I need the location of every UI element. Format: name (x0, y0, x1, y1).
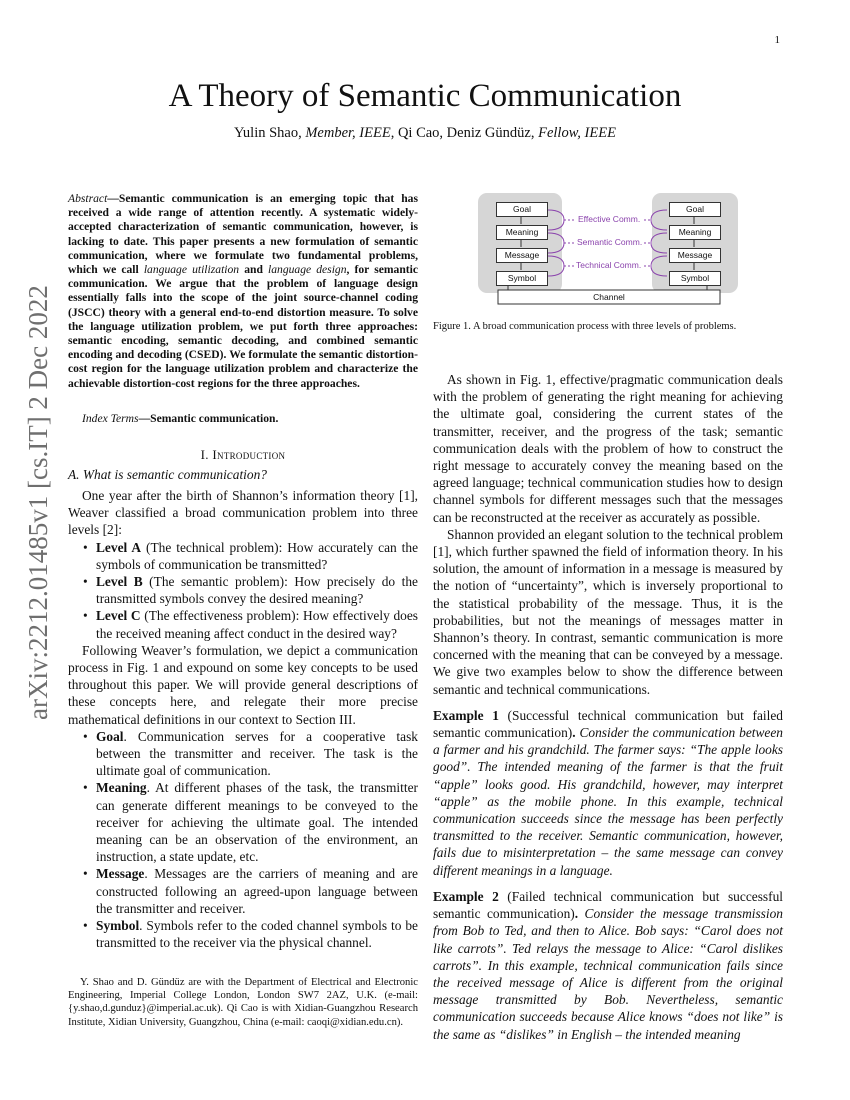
rx-symbol-box: Symbol (669, 271, 721, 286)
intro-body (68, 487, 418, 951)
paper-title: A Theory of Semantic Communication (168, 78, 682, 114)
paragraph: As shown in Fig. 1, effective/pragmatic communication deals with the problem of generating the right meaning for achieving the ultimate goal, considering the current states of the transmitter, receiver, and the progress of the task; semantic communication deals with the problem of how to construct the right message to accurately convey the meaning based on the agreed language; technical communication studies how to design channel symbols for different messages such that the messages can be reconstructed at the receiver as accurately as possible. (433, 372, 783, 525)
effective-comm-label: Effective Comm. (578, 214, 641, 224)
tx-symbol-box: Symbol (496, 271, 548, 286)
subsection-heading: A. What is semantic communication? (68, 467, 267, 482)
example-2: Example 2 (Failed technical communication but successful semantic communication). Consider the message transmission from Bob to Ted, and then to Alice. Bob says: “Carol does not like carrots”. Ted relays the message to Alice: “Carol dislikes carrots”. In this example, technical communication fails since the received message of Alice is different from the original message transmitted by Bob. Nevertheless, semantic communication succeeds because Alice knows “does not like” is the same as “dislikes” in English – the intended meaning (433, 888, 784, 1042)
list-item: • Meaning. At different phases of the task, the transmitter can generate different meanings to be conveyed to the receiver for achieving the ultimate goal. The intended meaning can be an observation of the environment, an instruction, a state update, etc. (83, 780, 418, 865)
footnote: Y. Shao and D. Gündüz are with the Department of Electrical and Electronic Engineering, Imperial College London, London SW7 2AZ, U.K. (e-mail: {y.shao,d.gunduz}@imperial.ac.uk). Qi Cao is with Xidian-Guangzhou Research Institute, Xidian University, Guangzhou, China (e-mail: caoqi@xidian.edu.cn). (68, 977, 418, 1028)
section-heading: I. Introduction (200, 447, 286, 462)
figure-1 (478, 193, 740, 311)
paragraph: One year after the birth of Shannon’s information theory [1], Weaver classified a broad communication problem into three levels [2]: (68, 488, 418, 538)
technical-comm-label: Technical Comm. (576, 260, 642, 270)
rx-message-box: Message (669, 248, 721, 263)
index-terms: Index Terms—Semantic communication. (82, 412, 279, 425)
abstract: Abstract—Semantic communication is an emerging topic that has received a wide range of attention recently. A systematic widely-accepted characterization of semantic communication, however, is lacking to date. This paper presents a new formulation of semantic communication, where we formulate two fundamental problems, which we call language utilization and language design, for semantic communication. We argue that the problem of language design essentially falls into the scope of the joint source-channel coding (JSCC) theory with a general end-to-end distortion measure. To solve the language utilization problem, we put forth three approaches: semantic encoding, semantic decoding, and combined semantic encoding and decoding (CSED). We formulate the semantic distortion-cost region for the language utilization problem and characterize the achievable distortion-cost regions for the three approaches. (68, 192, 418, 390)
tx-meaning-box: Meaning (496, 225, 548, 240)
rx-meaning-box: Meaning (669, 225, 721, 240)
example-1: Example 1 (Successful technical communication but failed semantic communication). Consider the communication between a farmer and his grandchild. The farmer says: “The apple looks good”. The intended meaning of the farmer is that the fruit “apple” looks good. His grandchild, however, may interpret “apple” as the mobile phone. In this example, technical communication succeeds since the message has been perfectly transmitted to the receiver. Semantic communication, however, fails due to misinterpretation – the same message can convey different meanings in a language. (433, 707, 783, 878)
tx-message-box: Message (496, 248, 548, 263)
semantic-comm-label: Semantic Comm. (577, 237, 643, 247)
right-body (433, 371, 783, 1043)
list-item: • Goal. Communication serves for a cooperative task between the transmitter and receiver. The task is the ultimate goal of communication. (83, 728, 418, 779)
page-number: 1 (774, 34, 780, 46)
figure-caption: Figure 1. A broad communication process with three levels of problems. (433, 321, 737, 332)
tx-goal-box: Goal (496, 202, 548, 217)
list-item: • Level B (The semantic problem): How precisely do the transmitted symbols convey the desired meaning? (83, 574, 418, 607)
paragraph: Following Weaver’s formulation, we depict a communication process in Fig. 1 and expound on some key concepts to be used throughout this paper. We will provide general descriptions of these concepts here, and relegate their more precise mathematical definitions in our context to Section III. (68, 642, 418, 727)
arxiv-watermark: arXiv:2212.01485v1 [cs.IT] 2 Dec 2022 (23, 285, 53, 720)
list-item: • Symbol. Symbols refer to the coded channel symbols to be transmitted to the receiver via the physical channel. (83, 918, 418, 951)
channel-label: Channel (593, 292, 625, 302)
list-item: • Level A (The technical problem): How accurately can the symbols of communication be transmitted? (83, 539, 419, 572)
list-item: • Message. Messages are the carriers of meaning and are constructed following an agreed-upon language between the transmitter and receiver. (83, 866, 418, 916)
list-item: • Level C (The effectiveness problem): How effectively does the received meaning affect conduct in the desired way? (83, 608, 418, 641)
levels-list (68, 539, 418, 642)
paragraph: Shannon provided an elegant solution to the technical problem [1], which further spawned the field of information theory. In his solution, the amount of information in a message is measured by the notion of “uncertainty”, which is inversely proportional to the statistical probability of the message. Thus, it is the probabilities, but not the meanings of messages matter in Shannon’s theory. In contrast, semantic communication is more concerned with the meaning that can be conveyed by a message. We give two examples below to show the difference between semantic and technical communications. (433, 526, 783, 697)
author-list: Yulin Shao, Member, IEEE, Qi Cao, Deniz Gündüz, Fellow, IEEE (234, 125, 616, 141)
rx-goal-box: Goal (669, 202, 721, 217)
concepts-list (68, 728, 418, 952)
